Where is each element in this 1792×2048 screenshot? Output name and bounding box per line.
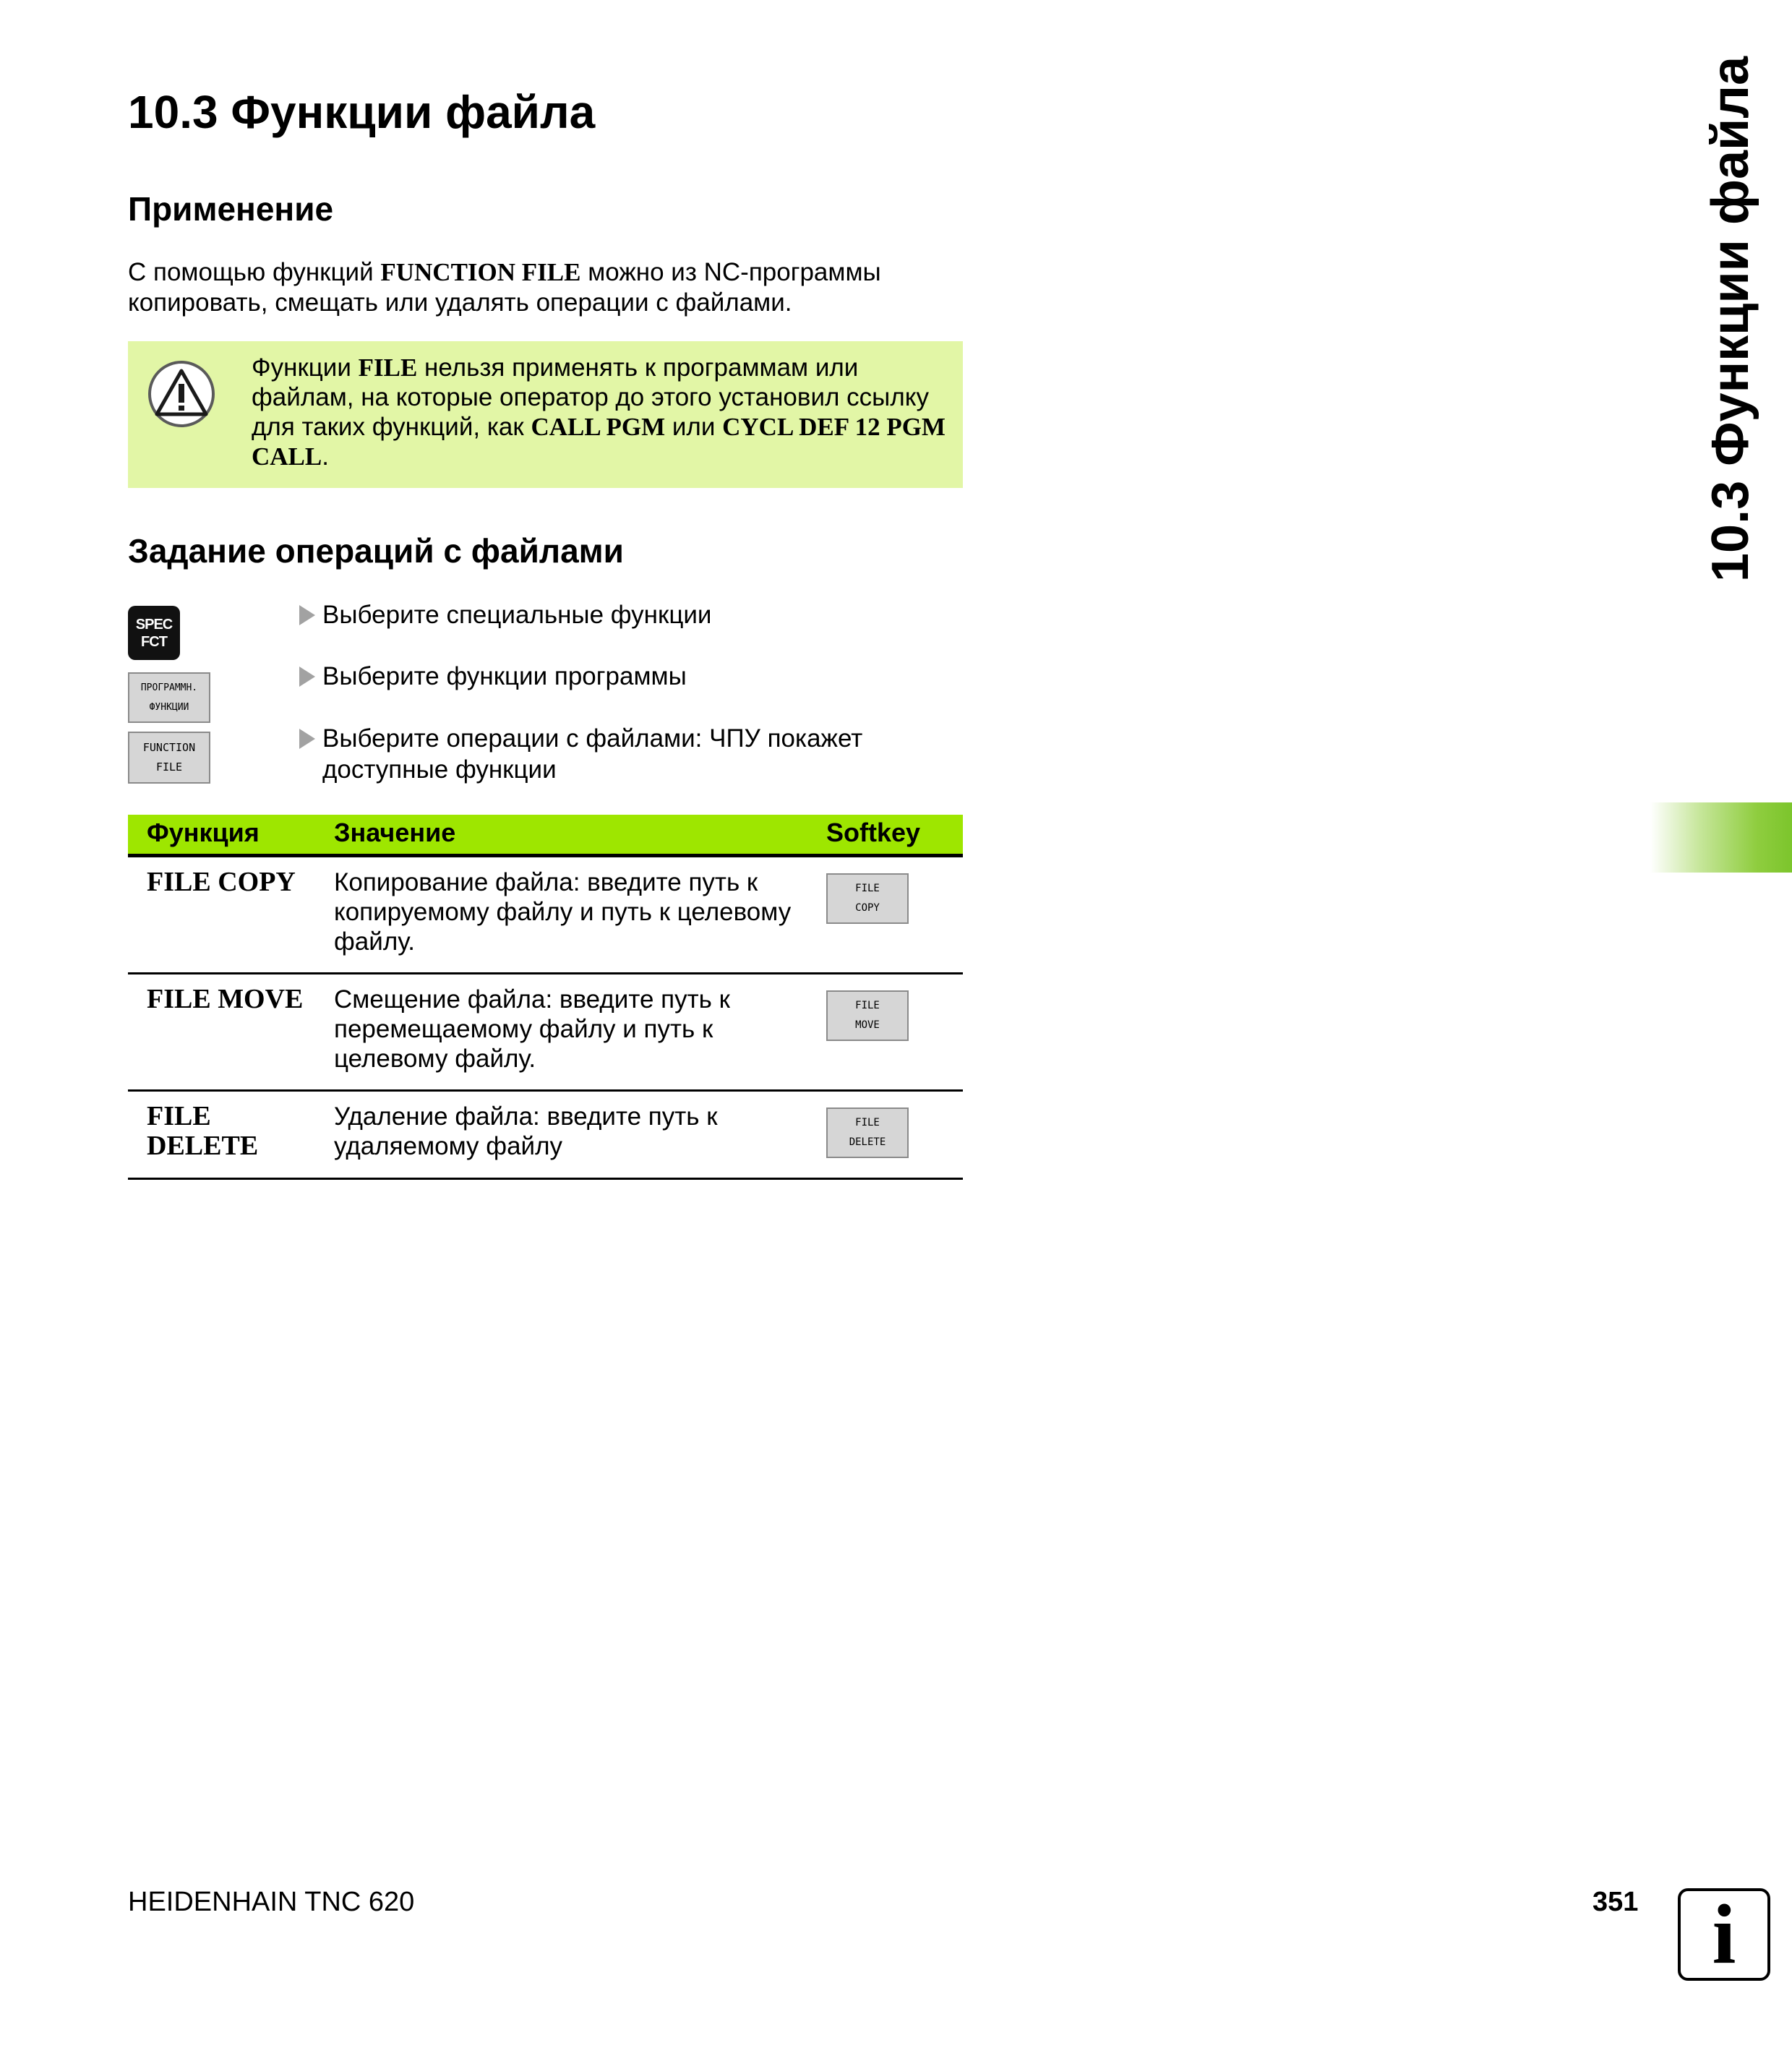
function-file-softkey-line2: FILE bbox=[155, 760, 183, 774]
file-copy-softkey[interactable] bbox=[826, 873, 909, 924]
warning-note-text bbox=[252, 353, 946, 471]
info-icon-letter: i bbox=[1712, 1887, 1736, 1981]
program-functions-softkey-line1: ПРОГРАММН. bbox=[140, 682, 198, 693]
warning-triangle-icon bbox=[147, 359, 216, 429]
arrow-right-icon bbox=[299, 605, 315, 625]
column-header-meaning: Значение bbox=[334, 818, 456, 847]
section-title-application: Применение bbox=[128, 190, 334, 228]
intro-paragraph bbox=[128, 257, 966, 318]
column-header-function: Функция bbox=[147, 818, 260, 847]
code-keyword: FILE bbox=[358, 354, 418, 382]
function-meaning: Смещение файла: введите путь к перемещаемому файлу и путь к целевому файлу. bbox=[334, 985, 730, 1073]
column-header-softkey: Softkey bbox=[826, 818, 921, 847]
file-functions-table bbox=[128, 815, 963, 1180]
function-name: FILE COPY bbox=[147, 867, 296, 897]
softkey-line2: COPY bbox=[855, 902, 880, 914]
table-header bbox=[128, 815, 963, 857]
text-run: С помощью функций bbox=[128, 258, 381, 286]
step-item bbox=[298, 599, 963, 630]
text-run: нельзя применять к программам или файлам, на которые оператор до этого установил ссылку для таких функций, как bbox=[252, 354, 929, 441]
code-keyword: CALL PGM bbox=[531, 413, 666, 441]
spec-fct-key-line1: SPEC bbox=[135, 616, 173, 633]
program-functions-softkey[interactable] bbox=[128, 672, 210, 723]
table-row bbox=[128, 1092, 963, 1180]
page-number: 351 bbox=[1592, 1887, 1639, 1917]
table-row bbox=[128, 857, 963, 974]
text-run: Функции bbox=[252, 354, 359, 382]
function-name: FILE MOVE bbox=[147, 984, 304, 1014]
step-text: Выберите функции программы bbox=[322, 662, 687, 690]
program-functions-softkey-line2: ФУНКЦИИ bbox=[149, 702, 189, 713]
softkey-line2: DELETE bbox=[849, 1136, 886, 1148]
step-item bbox=[298, 723, 963, 785]
spec-fct-key[interactable] bbox=[128, 606, 180, 660]
function-meaning: Удаление файла: введите путь к удаляемому файлу bbox=[334, 1102, 718, 1160]
step-text: Выберите операции с файлами: ЧПУ покажет доступные функции bbox=[322, 724, 863, 784]
softkey-line1: FILE bbox=[855, 1117, 880, 1128]
table-row bbox=[128, 974, 963, 1092]
info-icon bbox=[1678, 1888, 1770, 1981]
page-title: 10.3 Функции файла bbox=[128, 86, 596, 138]
spec-fct-key-line2: FCT bbox=[141, 633, 167, 650]
softkey-line1: FILE bbox=[855, 1000, 880, 1011]
footer-product-name: HEIDENHAIN TNC 620 bbox=[128, 1887, 415, 1917]
file-move-softkey[interactable] bbox=[826, 990, 909, 1041]
function-file-softkey[interactable] bbox=[128, 732, 210, 784]
function-meaning: Копирование файла: введите путь к копируемому файлу и путь к целевому файлу. bbox=[334, 868, 792, 956]
file-delete-softkey[interactable] bbox=[826, 1107, 909, 1158]
code-keyword: FUNCTION FILE bbox=[380, 258, 581, 286]
arrow-right-icon bbox=[299, 667, 315, 687]
softkey-line2: MOVE bbox=[855, 1019, 880, 1031]
arrow-right-icon bbox=[299, 729, 315, 749]
text-run: . bbox=[322, 442, 329, 471]
section-title-define: Задание операций с файлами bbox=[128, 532, 624, 570]
text-run: или bbox=[665, 413, 723, 441]
chapter-tab bbox=[1650, 802, 1792, 873]
function-name: FILE DELETE bbox=[147, 1101, 259, 1161]
function-file-softkey-line1: FUNCTION bbox=[142, 741, 196, 754]
side-chapter-title: 10.3 Функции файла bbox=[1702, 56, 1759, 582]
softkey-line1: FILE bbox=[855, 883, 880, 894]
text-run: можно из NC-программы копировать, смещать или удалять операции с файлами. bbox=[128, 258, 881, 317]
code-keyword: CYCL DEF 12 PGM CALL bbox=[252, 413, 946, 471]
step-item bbox=[298, 661, 963, 692]
step-text: Выберите специальные функции bbox=[322, 601, 712, 629]
